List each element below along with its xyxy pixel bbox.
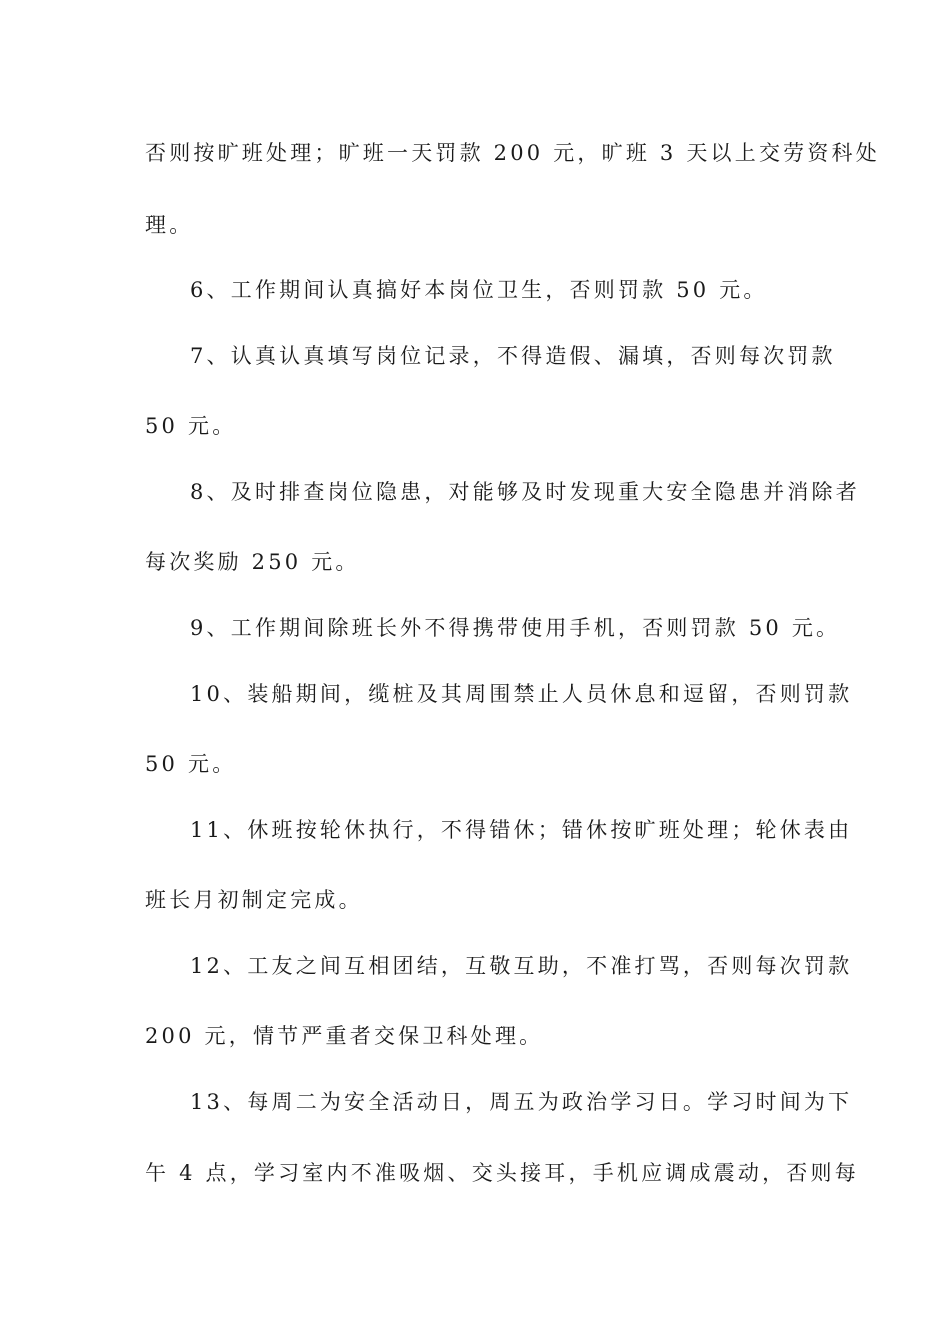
text-line-5: 50 元。: [145, 414, 237, 438]
text-line-2: 理。: [145, 213, 194, 237]
text-line-10: 50 元。: [145, 752, 237, 776]
text-line-7: 每次奖励 250 元。: [145, 550, 360, 574]
text-line-3: 6、工作期间认真搞好本岗位卫生，否则罚款 50 元。: [190, 278, 768, 302]
text-line-1: 否则按旷班处理；旷班一天罚款 200 元，旷班 3 天以上交劳资科处: [145, 141, 880, 165]
text-line-4: 7、认真认真填写岗位记录，不得造假、漏填，否则每次罚款: [190, 344, 836, 368]
text-line-8: 9、工作期间除班长外不得携带使用手机，否则罚款 50 元。: [190, 616, 841, 640]
text-line-16: 午 4 点，学习室内不准吸烟、交头接耳，手机应调成震动，否则每: [145, 1161, 859, 1185]
text-line-13: 12、工友之间互相团结，互敬互助，不准打骂，否则每次罚款: [190, 954, 853, 978]
text-line-14: 200 元，情节严重者交保卫科处理。: [145, 1024, 544, 1048]
text-line-12: 班长月初制定完成。: [145, 888, 363, 912]
text-line-6: 8、及时排查岗位隐患，对能够及时发现重大安全隐患并消除者: [190, 480, 860, 504]
text-line-15: 13、每周二为安全活动日，周五为政治学习日。学习时间为下: [190, 1090, 853, 1114]
text-line-11: 11、休班按轮休执行，不得错休；错休按旷班处理；轮休表由: [190, 818, 853, 842]
text-line-9: 10、装船期间，缆桩及其周围禁止人员休息和逗留，否则罚款: [190, 682, 853, 706]
